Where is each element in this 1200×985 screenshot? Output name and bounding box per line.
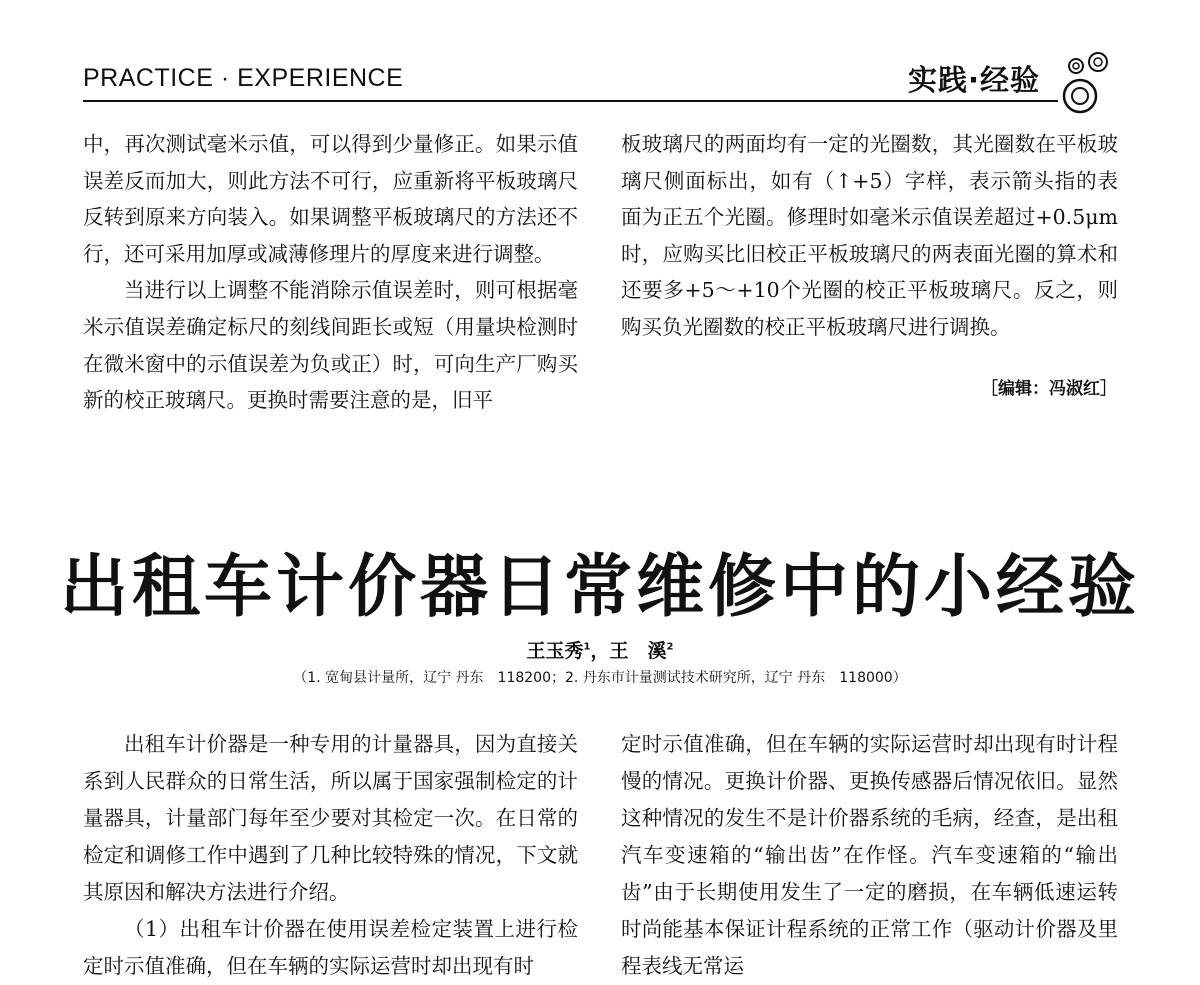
top-left-column [83, 126, 578, 419]
top-right-column [621, 126, 1118, 346]
author-name: 王 溪 [609, 640, 667, 662]
article-title: 出租车计价器日常维修中的小经验 [59, 548, 1140, 627]
journal-logo-icon [1054, 48, 1118, 116]
body-left-column [83, 726, 578, 985]
paragraph: 当进行以上调整不能消除示值误差时，则可根据毫米示值误差确定标尺的刻线间距长或短（用量块检测时在微米窗中的示值误差为负或正）时，可向生产厂购买新的校正玻璃尺。更换时需要注意的是，旧平 [83, 278, 578, 413]
body-right-column [621, 726, 1118, 985]
running-header-left: PRACTICE · EXPERIENCE [83, 64, 404, 92]
article-authors [0, 636, 1200, 663]
author-affiliation-mark: 2 [666, 641, 674, 653]
paragraph: 定时示值准确，但在车辆的实际运营时却出现有时计程慢的情况。更换计价器、更换传感器后情况依旧。显然这种情况的发生不是计价器系统的毛病，经查，是出租汽车变速箱的“输出齿”在作怪。汽车变速箱的“输出齿”由于长期使用发生了一定的磨损，在车辆低速运转时尚能基本保证计程系统的正常工作（驱动计价器及里程表线无常运 [621, 732, 1118, 978]
author-affiliation-mark: 1 [583, 641, 591, 653]
running-header-right: 实践·经验 [908, 63, 1041, 97]
author-affiliations: （1. 宽甸县计量所，辽宁 丹东 118200；2. 丹东市计量测试技术研究所，辽宁 丹东 118000） [293, 670, 907, 686]
paragraph: 板玻璃尺的两面均有一定的光圈数，其光圈数在平板玻璃尺侧面标出，如有（↑+5）字样，表示箭头指的表面为正五个光圈。修理时如毫米示值误差超过+0.5μm时，应购买比旧校正平板玻璃尺的两表面光圈的算术和还要多+5～+10个光圈的校正平板玻璃尺。反之，则购买负光圈数的校正平板玻璃尺进行调换。 [621, 132, 1118, 339]
author-name: 王玉秀 [526, 640, 584, 662]
author-separator: ， [590, 640, 610, 662]
paragraph: （1）出租车计价器在使用误差检定装置上进行检定时示值准确，但在车辆的实际运营时却出现有时 [83, 917, 578, 978]
paragraph: 中，再次测试毫米示值，可以得到少量修正。如果示值误差反而加大，则此方法不可行，应重新将平板玻璃尺反转到原来方向装入。如果调整平板玻璃尺的方法还不行，还可采用加厚或减薄修理片的厚度来进行调整。 [83, 132, 578, 266]
paragraph: 出租车计价器是一种专用的计量器具，因为直接关系到人民群众的日常生活，所以属于国家强制检定的计量器具，计量部门每年至少要对其检定一次。在日常的检定和调修工作中遇到了几种比较特殊的情况，下文就其原因和解决方法进行介绍。 [83, 732, 578, 904]
editor-note: ［编辑：冯淑红］ [981, 379, 1117, 399]
header-rule [83, 100, 1058, 102]
